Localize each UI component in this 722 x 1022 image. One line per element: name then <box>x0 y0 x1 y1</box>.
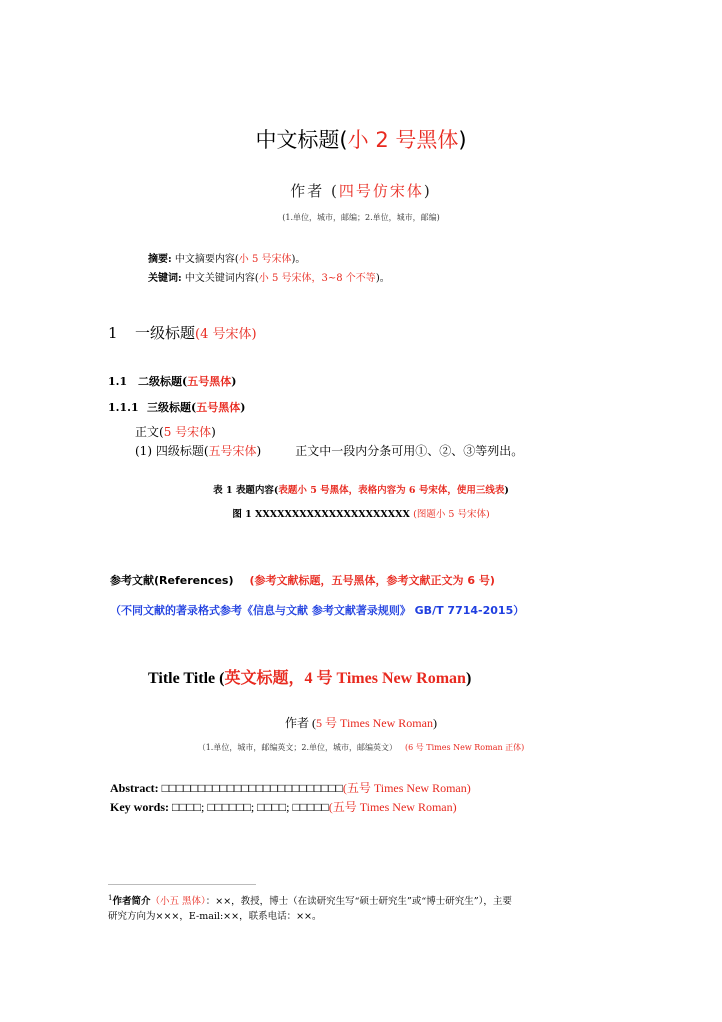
en-title: Title Title (英文标题，4 号 Times New Roman) <box>148 670 472 687</box>
cn-keywords: 关键词: 中文关键词内容(小 5 号宋体，3~8 个不等)。 <box>148 273 390 284</box>
cn-affiliation: (1.单位，城市，邮编；2.单位，城市，邮编) <box>282 213 440 222</box>
heading-2: 1.1 二级标题(五号黑体) <box>108 375 237 388</box>
cn-title: 中文标题(小 2 号黑体) <box>255 128 467 152</box>
heading-1: 1 一级标题(4 号宋体) <box>108 324 257 342</box>
references-heading: 参考文献(References) (参考文献标题，五号黑体，参考文献正文为 6 号) <box>110 574 495 587</box>
en-abstract: Abstract: □□□□□□□□□□□□□□□□□□□□□□□□□(五号 Times New Roman) <box>110 781 471 795</box>
en-author: 作者 (5 号 Times New Roman) <box>285 716 437 730</box>
body-text: 正文(5 号宋体) <box>135 425 216 439</box>
cn-abstract: 摘要: 中文摘要内容(小 5 号宋体)。 <box>148 254 306 265</box>
en-keywords: Key words: □□□□; □□□□□□; □□□□; □□□□□(五号 Times New Roman) <box>110 800 457 814</box>
table-caption: 表 1 表题内容(表题小 5 号黑体，表格内容为 6 号宋体，使用三线表) <box>213 485 509 496</box>
footnote-line-2: 研究方向为×××，E-mail:××，联系电话：××。 <box>108 911 322 922</box>
footnote-divider <box>108 884 256 885</box>
heading-3: 1.1.1 三级标题(五号黑体) <box>108 401 246 414</box>
cn-author: 作者 (四号仿宋体) <box>290 182 432 200</box>
figure-caption: 图 1 XXXXXXXXXXXXXXXXXXXXX (图题小 5 号宋体) <box>232 509 490 520</box>
footnote-line-1: $^1$作者简介（小五 黑体）：××，教授，博士（在读研究生写“硕士研究生”或“博士研究生”），主要 <box>108 893 512 907</box>
heading-4: (1) 四级标题(五号宋体) 正文中一段内分条可用①、②、③等列出。 <box>135 444 524 458</box>
references-note: （不同文献的著录格式参考《信息与文献 参考文献著录规则》 GB/T 7714-2015） <box>110 604 525 617</box>
en-affiliation: （1.单位，城市，邮编英文；2.单位，城市，邮编英文） (6 号 Times New Roman 正体) <box>197 743 525 752</box>
